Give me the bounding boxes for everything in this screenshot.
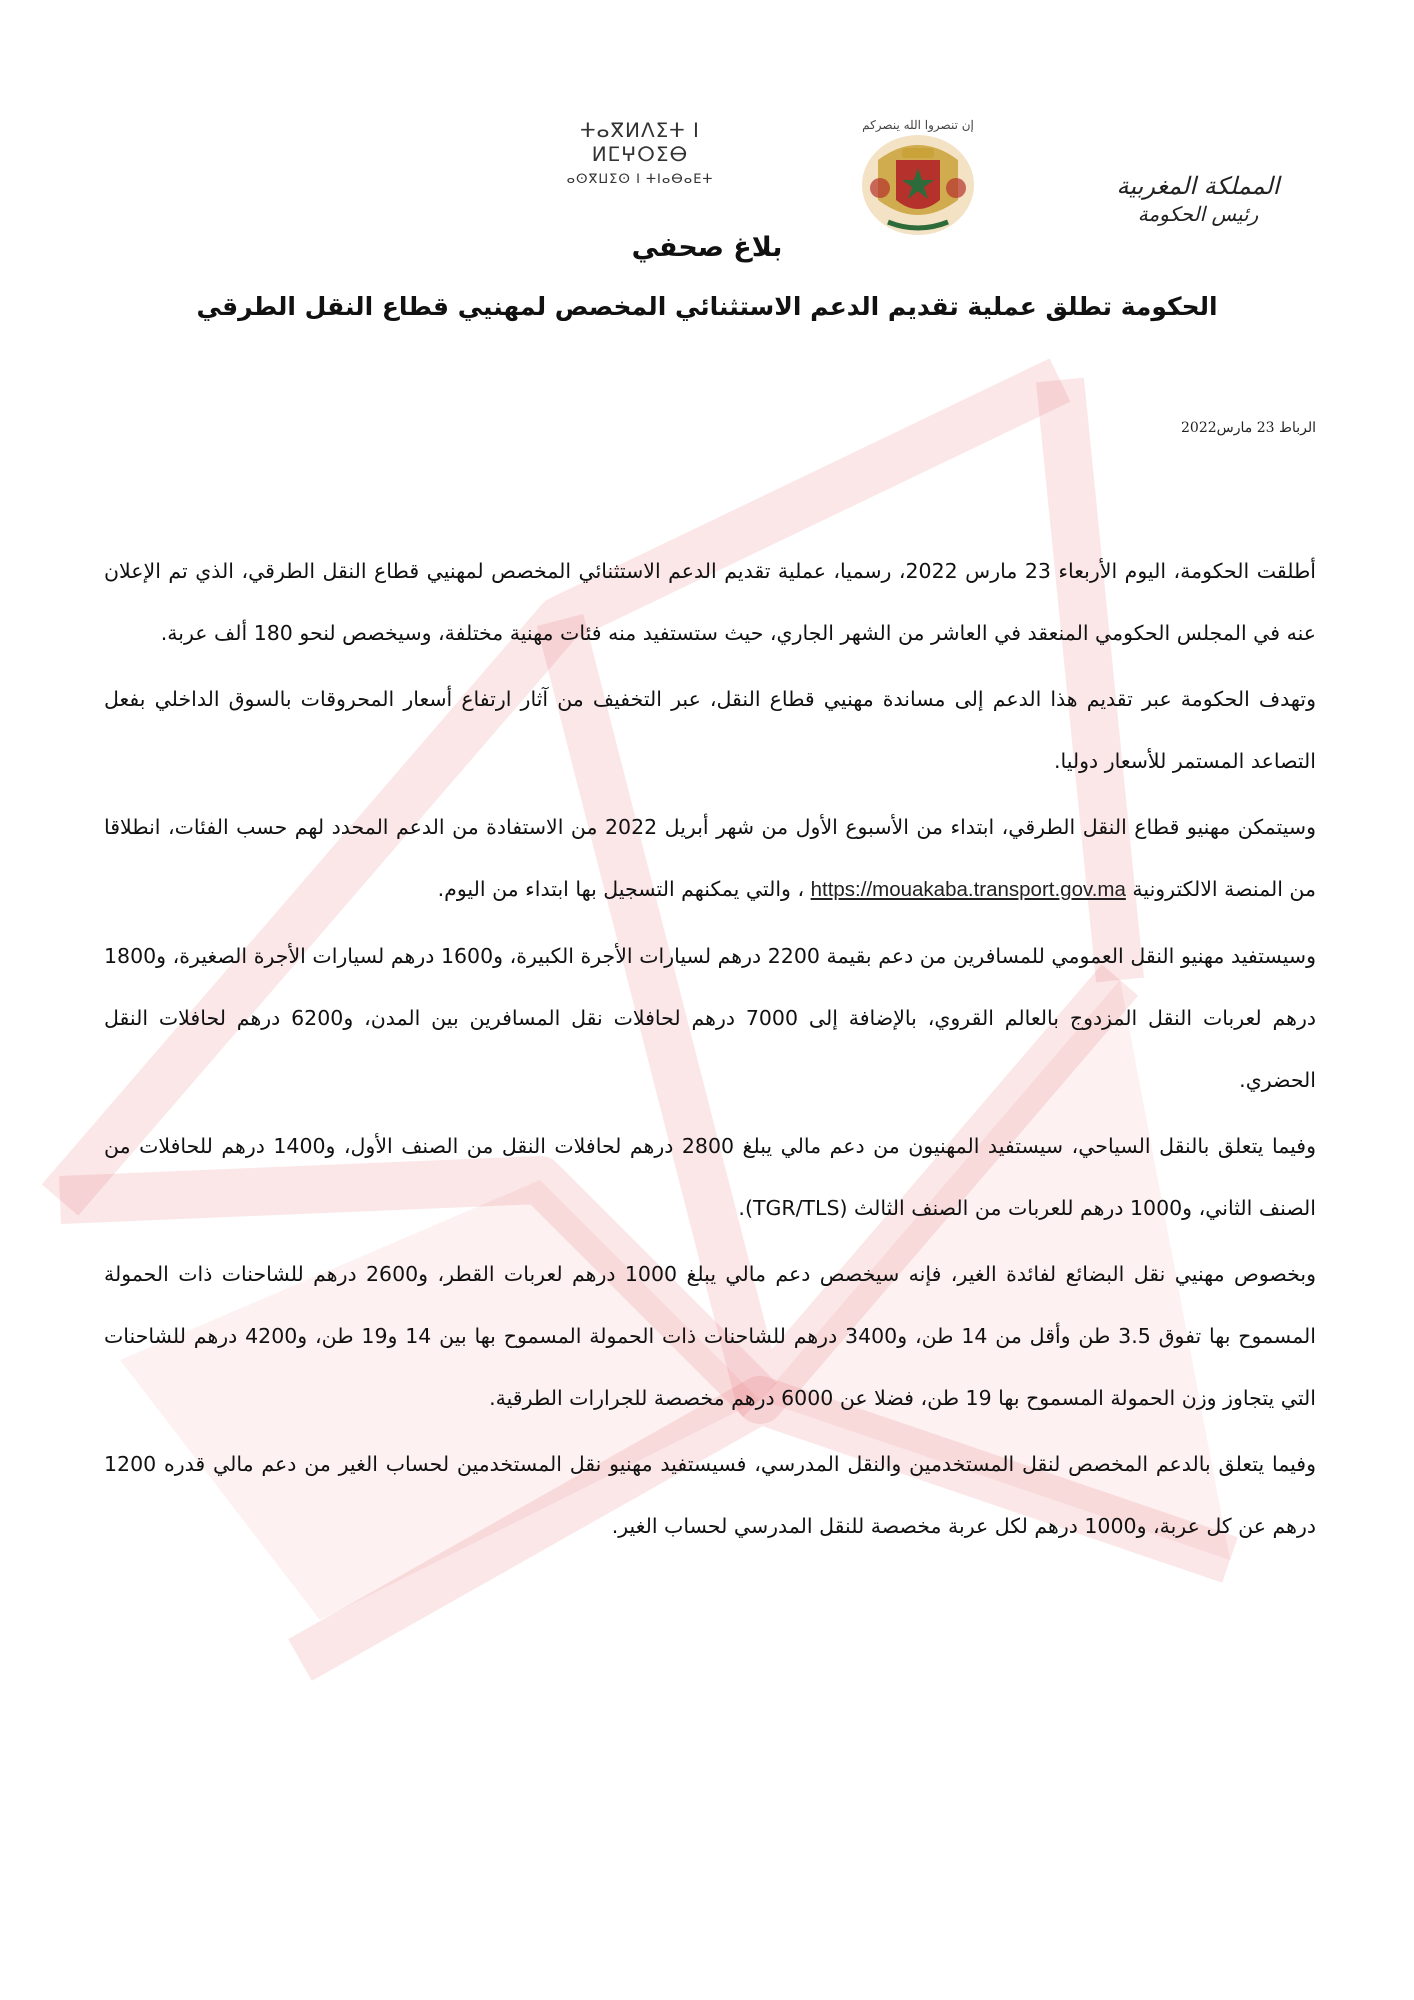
paragraph-6: وبخصوص مهنيي نقل البضائع لفائدة الغير، فإنه سيخصص دعم مالي يبلغ 1000 درهم لعربات القطر، و2600 درهم للشاحنات ذات الحمولة المسموح بها تفوق 3.5 طن وأقل من 14 طن، و3400 درهم للشاحنات ذات الحمولة المسموح بها بين 14 و19 طن، و4200 درهم للشاحنات التي يتجاوز وزن الحمولة المسموح بها 19 طن، فضلا عن 6000 درهم مخصصة للجرارات الطرقية. [104, 1262, 1316, 1410]
tifinagh-line1: ⵜⴰⴳⵍⴷⵉⵜ ⵏ ⵍⵎⵖⵔⵉⴱ [580, 118, 700, 166]
emblem-motto: إن تنصروا الله ينصركم [862, 118, 974, 132]
paragraph-3 [104, 796, 1316, 921]
kingdom-calligraphy [1108, 172, 1288, 226]
tifinagh-heading [555, 118, 725, 187]
paragraph-7: وفيما يتعلق بالدعم المخصص لنقل المستخدمين والنقل المدرسي، فسيستفيد مهنيو نقل المستخدمين لحساب الغير من دعم مالي قدره 1200 درهم عن كل عربة، و1000 درهم لكل عربة مخصصة للنقل المدرسي لحساب الغير. [104, 1452, 1316, 1538]
paragraph-2: وتهدف الحكومة عبر تقديم هذا الدعم إلى مساندة مهنيي قطاع النقل، عبر التخفيف من آثار ارتفاع أسعار المحروقات بالسوق الداخلي بفعل التصاعد المستمر للأسعار دوليا. [104, 687, 1316, 773]
paragraph-4: وسيستفيد مهنيو النقل العمومي للمسافرين من دعم بقيمة 2200 درهم لسيارات الأجرة الكبيرة، و1600 درهم لسيارات الأجرة الصغيرة، و1800 درهم لعربات النقل المزدوج بالعالم القروي، بالإضافة إلى 7000 درهم لحافلات نقل المسافرين بين المدن، و6200 درهم لحافلات النقل الحضري. [104, 944, 1316, 1092]
coat-of-arms-icon [858, 118, 978, 244]
tifinagh-line2: ⴰⵙⴳⵡⵉⵙ ⵏ ⵜⵏⴰⴱⴰⴹⵜ [566, 172, 714, 187]
platform-link[interactable]: https://mouakaba.transport.gov.ma [810, 878, 1126, 901]
kingdom-line2: رئيس الحكومة [1137, 202, 1259, 226]
kingdom-line1: المملكة المغربية [1116, 172, 1280, 200]
paragraph-3-end: ، والتي يمكنهم التسجيل بها ابتداء من اليوم. [437, 877, 811, 901]
page-subtitle: الحكومة تطلق عملية تقديم الدعم الاستثنائي المخصص لمهنيي قطاع النقل الطرقي [196, 292, 1218, 321]
release-body [104, 540, 1316, 1561]
paragraph-5: وفيما يتعلق بالنقل السياحي، سيستفيد المهنيون من دعم مالي يبلغ 2800 درهم لحافلات النقل من الصنف الأول، و1400 درهم للحافلات من الصنف الثاني، و1000 درهم للعربات من الصنف الثالث (TGR/TLS). [104, 1134, 1316, 1220]
release-date: الرباط 23 مارس2022 [1181, 420, 1316, 436]
letterhead [0, 60, 1414, 226]
page-title: بلاغ صحفي [631, 232, 783, 263]
paragraph-1: أطلقت الحكومة، اليوم الأربعاء 23 مارس 2022، رسميا، عملية تقديم الدعم الاستثنائي المخصص لمهنيي قطاع النقل الطرقي، الذي تم الإعلان عنه في المجلس الحكومي المنعقد في العاشر من الشهر الجاري، حيث ستستفيد منه فئات مهنية مختلفة، وسيخصص لنحو 180 ألف عربة. [104, 559, 1317, 645]
paragraph-3-start: وسيتمكن مهنيو قطاع النقل الطرقي، ابتداء من الأسبوع الأول من شهر أبريل 2022 من الاستفادة من الدعم المحدد لهم حسب الفئات، انطلاقا من المنصة الالكترونية [104, 815, 1316, 901]
